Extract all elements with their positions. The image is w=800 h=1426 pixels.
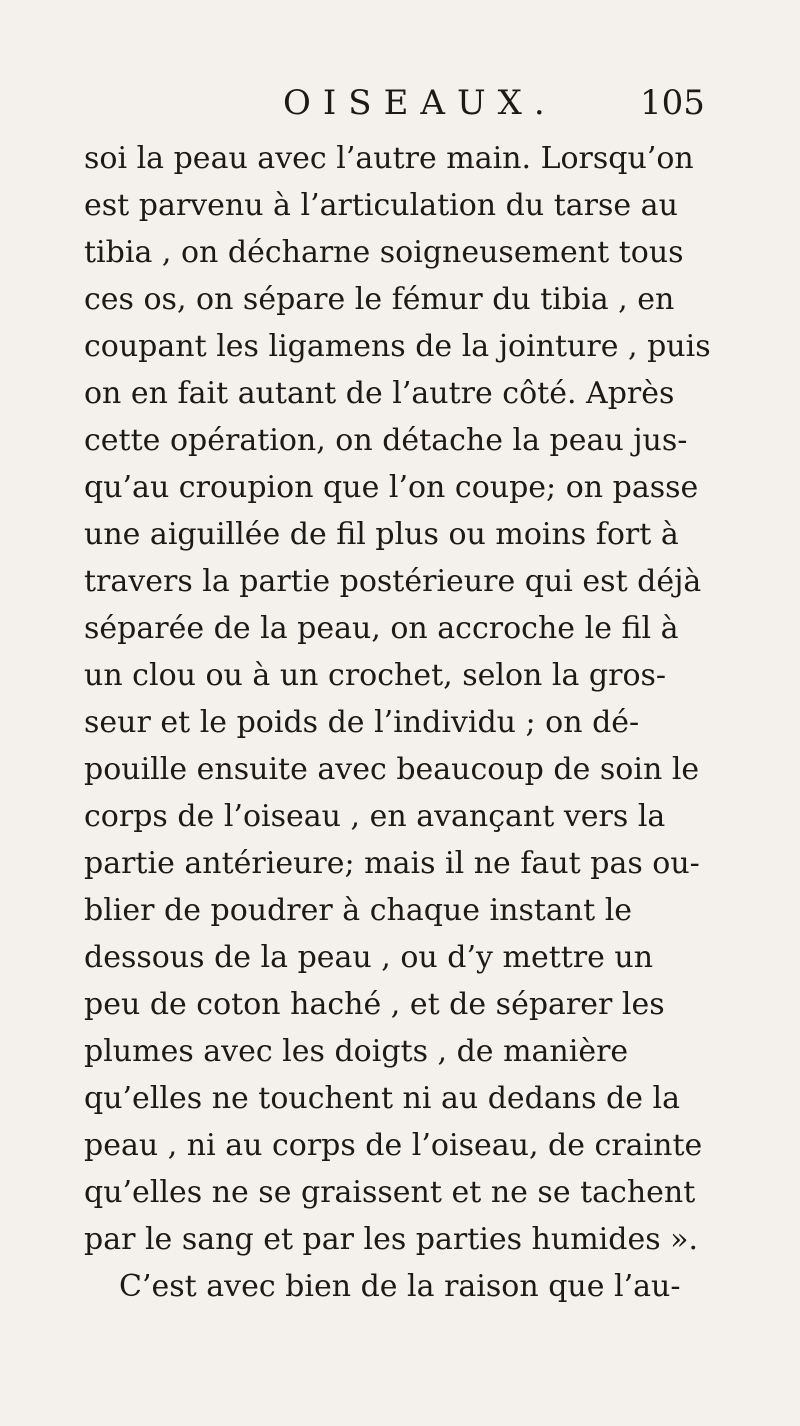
text-line: peu de coton haché , et de séparer les <box>84 987 665 1022</box>
text-line: par le sang et par les parties humides ». <box>84 1222 699 1257</box>
text-line: cette opération, on détache la peau jus- <box>84 423 688 458</box>
text-line: soi la peau avec l’autre main. Lorsqu’on <box>84 141 694 176</box>
running-head <box>0 78 800 128</box>
text-line: blier de poudrer à chaque instant le <box>84 893 633 928</box>
text-line: seur et le poids de l’individu ; on dé- <box>84 705 640 740</box>
text-line: un clou ou à un crochet, selon la gros- <box>84 658 667 693</box>
text-line: séparée de la peau, on accroche le fil à <box>84 611 679 646</box>
text-line: pouille ensuite avec beaucoup de soin le <box>84 752 700 787</box>
text-line: plumes avec les doigts , de manière <box>84 1034 629 1069</box>
text-line: travers la partie postérieure qui est déjà <box>84 564 702 599</box>
text-line: qu’au croupion que l’on coupe; on passe <box>84 470 699 505</box>
text-line: on en fait autant de l’autre côté. Après <box>84 376 675 411</box>
running-title: OISEAUX. <box>283 83 557 123</box>
text-line: partie antérieure; mais il ne faut pas ou- <box>84 846 700 881</box>
text-line: une aiguillée de fil plus ou moins fort à <box>84 517 679 552</box>
text-line: qu’elles ne touchent ni au dedans de la <box>84 1081 681 1116</box>
text-line: dessous de la peau , ou d’y mettre un <box>84 940 654 975</box>
text-line: ces os, on sépare le fémur du tibia , en <box>84 282 675 317</box>
text-line: corps de l’oiseau , en avançant vers la <box>84 799 666 834</box>
page-number: 105 <box>640 83 705 123</box>
text-line: peau , ni au corps de l’oiseau, de crainte <box>84 1128 703 1163</box>
text-line: coupant les ligamens de la jointure , puis <box>84 329 711 364</box>
text-line: C’est avec bien de la raison que l’au- <box>119 1269 681 1304</box>
text-line: qu’elles ne se graissent et ne se tachent <box>84 1175 696 1210</box>
text-line: est parvenu à l’articulation du tarse au <box>84 188 678 223</box>
text-line: tibia , on décharne soigneusement tous <box>84 235 684 270</box>
